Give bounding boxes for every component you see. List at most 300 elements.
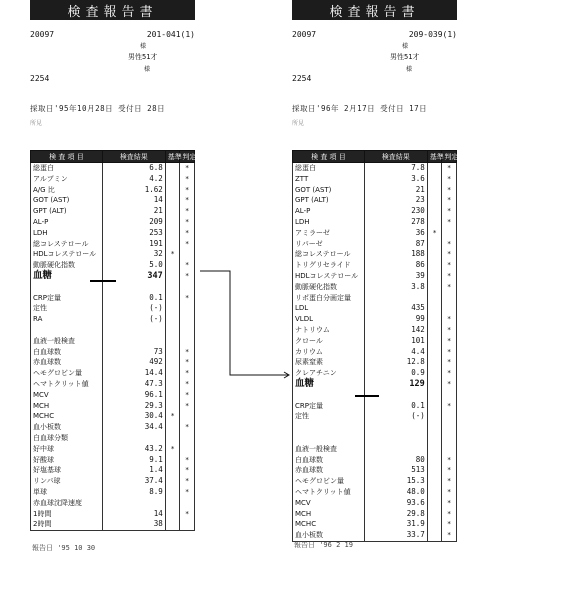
range-flag-cell: [165, 303, 180, 314]
table-row: [293, 249, 457, 260]
item-cell: 血小板数: [293, 530, 365, 541]
result-cell: 4.2: [102, 174, 165, 185]
range-flag-cell: [165, 314, 180, 325]
range-flag-cell: [165, 401, 180, 412]
facility-code: 2254: [292, 74, 312, 83]
table-row: [293, 379, 457, 390]
range-flag-cell: *: [165, 249, 180, 260]
result-cell: 513: [364, 465, 427, 476]
range-flag-cell: [165, 357, 180, 368]
header-result: 検査結果: [102, 151, 165, 163]
range-flag-cell: [165, 379, 180, 390]
judge-flag-cell: *: [180, 239, 195, 250]
range-flag-cell: [427, 487, 442, 498]
judge-flag-cell: *: [442, 271, 457, 282]
range-flag-cell: [165, 260, 180, 271]
judge-flag-cell: *: [180, 422, 195, 433]
range-flag-cell: [427, 433, 442, 444]
table-row: [31, 163, 195, 174]
item-cell: LDH: [31, 228, 103, 239]
table-row: [293, 314, 457, 325]
table-row: [31, 325, 195, 336]
judge-flag-cell: *: [442, 282, 457, 293]
judge-flag-cell: [442, 411, 457, 422]
glucose-underline-right: [355, 395, 379, 397]
table-row: [293, 336, 457, 347]
item-cell: 好酸球: [31, 455, 103, 466]
judge-flag-cell: *: [442, 347, 457, 358]
judge-flag-cell: *: [442, 357, 457, 368]
table-row: [31, 368, 195, 379]
result-cell: 129: [364, 379, 427, 390]
judge-flag-cell: [180, 433, 195, 444]
item-cell: アミラーゼ: [293, 228, 365, 239]
table-row: [293, 444, 457, 455]
table-row: [293, 422, 457, 433]
result-cell: 15.3: [364, 476, 427, 487]
judge-flag-cell: *: [180, 195, 195, 206]
range-flag-cell: [165, 433, 180, 444]
judge-flag-cell: *: [180, 455, 195, 466]
note-mark: 所見: [30, 120, 43, 127]
range-flag-cell: [427, 519, 442, 530]
judge-flag-cell: *: [180, 206, 195, 217]
judge-flag-cell: *: [180, 390, 195, 401]
results-table: [30, 150, 195, 531]
item-cell: ZTT: [293, 174, 365, 185]
item-cell: [31, 325, 103, 336]
collection-date: 採取日'95年10月28日 受付日 28日: [30, 104, 166, 113]
item-cell: 動脈硬化指数: [31, 260, 103, 271]
range-flag-cell: [427, 455, 442, 466]
item-cell: 血液一般検査: [31, 336, 103, 347]
judge-flag-cell: *: [180, 401, 195, 412]
result-cell: (-): [364, 411, 427, 422]
item-cell: 総コレステロール: [293, 249, 365, 260]
result-cell: [102, 498, 165, 509]
result-cell: 86: [364, 260, 427, 271]
item-cell: CRP定量: [31, 293, 103, 304]
result-cell: 33.7: [364, 530, 427, 541]
result-cell: 32: [102, 249, 165, 260]
header-judge: 判定: [180, 151, 195, 163]
table-row: [293, 174, 457, 185]
judge-flag-cell: [180, 519, 195, 530]
range-flag-cell: [165, 271, 180, 282]
judge-flag-cell: *: [180, 260, 195, 271]
judge-flag-cell: *: [442, 530, 457, 541]
result-cell: [102, 336, 165, 347]
table-row: [31, 282, 195, 293]
result-cell: 191: [102, 239, 165, 250]
result-cell: 96.1: [102, 390, 165, 401]
result-cell: [364, 293, 427, 304]
table-row: [293, 163, 457, 174]
range-flag-cell: [427, 336, 442, 347]
judge-flag-cell: [442, 303, 457, 314]
range-flag-cell: [427, 530, 442, 541]
judge-flag-cell: *: [442, 368, 457, 379]
result-cell: 9.1: [102, 455, 165, 466]
judge-flag-cell: *: [180, 379, 195, 390]
range-flag-cell: [427, 465, 442, 476]
judge-flag-cell: [180, 336, 195, 347]
table-row: [31, 487, 195, 498]
report-title: 検査報告書: [30, 0, 195, 20]
item-cell: HDLコレステロール: [293, 271, 365, 282]
item-cell: MCV: [293, 498, 365, 509]
result-cell: 29.8: [364, 509, 427, 520]
table-row: [31, 411, 195, 422]
table-row: [293, 206, 457, 217]
result-cell: 6.8: [102, 163, 165, 174]
table-row: [31, 444, 195, 455]
item-cell: ナトリウム: [293, 325, 365, 336]
range-flag-cell: [427, 260, 442, 271]
result-cell: 93.6: [364, 498, 427, 509]
results-table: [292, 150, 457, 542]
judge-flag-cell: *: [180, 163, 195, 174]
item-cell: LDL: [293, 303, 365, 314]
result-cell: 30.4: [102, 411, 165, 422]
result-cell: 14: [102, 509, 165, 520]
item-cell: 血糖: [31, 271, 103, 282]
range-flag-cell: [165, 195, 180, 206]
result-cell: 3.8: [364, 282, 427, 293]
report-date-left: 報告日 '95 10 30: [32, 544, 96, 552]
item-cell: 好中球: [31, 444, 103, 455]
range-flag-cell: [427, 206, 442, 217]
report-right: [292, 0, 457, 542]
judge-flag-cell: [180, 411, 195, 422]
range-flag-cell: *: [165, 444, 180, 455]
result-cell: 8.9: [102, 487, 165, 498]
judge-flag-cell: *: [442, 239, 457, 250]
result-cell: (-): [102, 303, 165, 314]
range-flag-cell: [165, 476, 180, 487]
item-cell: MCV: [31, 390, 103, 401]
judge-flag-cell: *: [180, 185, 195, 196]
judge-flag-cell: [442, 422, 457, 433]
table-row: [31, 239, 195, 250]
range-flag-cell: [165, 282, 180, 293]
table-row: [293, 260, 457, 271]
range-flag-cell: [427, 271, 442, 282]
range-flag-cell: [165, 455, 180, 466]
item-cell: ヘマトクリット値: [31, 379, 103, 390]
result-cell: [364, 422, 427, 433]
range-flag-cell: [427, 411, 442, 422]
table-row: [293, 185, 457, 196]
judge-flag-cell: *: [442, 195, 457, 206]
range-flag-cell: [165, 422, 180, 433]
judge-flag-cell: *: [180, 476, 195, 487]
patient-id: 20097: [292, 30, 317, 39]
range-flag-cell: [427, 390, 442, 401]
range-flag-cell: [427, 163, 442, 174]
range-flag-cell: [165, 185, 180, 196]
judge-flag-cell: *: [442, 217, 457, 228]
table-row: [293, 433, 457, 444]
result-cell: [102, 282, 165, 293]
table-header-row: [293, 151, 457, 163]
judge-flag-cell: *: [180, 487, 195, 498]
item-cell: 赤血球数: [293, 465, 365, 476]
range-flag-cell: [165, 498, 180, 509]
honorific: 様: [402, 43, 409, 50]
item-cell: [293, 422, 365, 433]
result-cell: 80: [364, 455, 427, 466]
judge-flag-cell: [442, 390, 457, 401]
judge-flag-cell: [442, 228, 457, 239]
range-flag-cell: *: [165, 411, 180, 422]
result-cell: 21: [364, 185, 427, 196]
header-judge: 判定: [442, 151, 457, 163]
result-cell: [364, 444, 427, 455]
judge-flag-cell: [180, 444, 195, 455]
table-row: [31, 357, 195, 368]
table-row: [293, 303, 457, 314]
table-row: [31, 390, 195, 401]
result-cell: 209: [102, 217, 165, 228]
item-cell: リンパ球: [31, 476, 103, 487]
item-cell: 動脈硬化指数: [293, 282, 365, 293]
item-cell: リポ蛋白分画定量: [293, 293, 365, 304]
table-row: [293, 368, 457, 379]
item-cell: 白血球数: [293, 455, 365, 466]
table-row: [31, 314, 195, 325]
item-cell: AL-P: [31, 217, 103, 228]
item-cell: 尿素窒素: [293, 357, 365, 368]
item-cell: RA: [31, 314, 103, 325]
result-cell: 101: [364, 336, 427, 347]
item-cell: MCHC: [31, 411, 103, 422]
result-cell: 21: [102, 206, 165, 217]
report-header: [292, 20, 457, 150]
result-cell: [102, 325, 165, 336]
patient-info: 男性51才: [390, 53, 420, 61]
result-cell: 5.0: [102, 260, 165, 271]
judge-flag-cell: *: [442, 260, 457, 271]
table-row: [293, 347, 457, 358]
result-cell: 34.4: [102, 422, 165, 433]
item-cell: 赤血球沈降速度: [31, 498, 103, 509]
judge-flag-cell: *: [180, 465, 195, 476]
table-row: [31, 217, 195, 228]
item-cell: 定性: [31, 303, 103, 314]
result-cell: 47.3: [102, 379, 165, 390]
judge-flag-cell: *: [442, 336, 457, 347]
report-number: 209-039(1): [408, 30, 457, 39]
item-cell: ヘマトクリット値: [293, 487, 365, 498]
range-flag-cell: [427, 401, 442, 412]
judge-flag-cell: *: [442, 509, 457, 520]
judge-flag-cell: *: [442, 379, 457, 390]
arrow-line: [200, 271, 288, 375]
judge-flag-cell: [442, 293, 457, 304]
item-cell: 血糖: [293, 379, 365, 390]
judge-flag-cell: [442, 433, 457, 444]
table-row: [293, 455, 457, 466]
item-cell: HDLコレステロール: [31, 249, 103, 260]
range-flag-cell: [427, 379, 442, 390]
honorific: 様: [140, 43, 147, 50]
item-cell: [293, 390, 365, 401]
header-result: 検査結果: [364, 151, 427, 163]
judge-flag-cell: *: [442, 476, 457, 487]
header-range: 基準: [427, 151, 442, 163]
result-cell: 1.4: [102, 465, 165, 476]
range-flag-cell: [427, 217, 442, 228]
judge-flag-cell: [180, 282, 195, 293]
table-row: [31, 347, 195, 358]
table-row: [293, 217, 457, 228]
range-flag-cell: [427, 444, 442, 455]
judge-flag-cell: *: [180, 228, 195, 239]
item-cell: GOT (AST): [31, 195, 103, 206]
range-flag-cell: [165, 519, 180, 530]
range-flag-cell: [427, 314, 442, 325]
range-flag-cell: [165, 228, 180, 239]
result-cell: 87: [364, 239, 427, 250]
table-row: [293, 325, 457, 336]
header-range: 基準: [165, 151, 180, 163]
range-flag-cell: [427, 249, 442, 260]
item-cell: 総蛋白: [293, 163, 365, 174]
judge-flag-cell: *: [442, 325, 457, 336]
range-flag-cell: [165, 293, 180, 304]
table-row: [31, 228, 195, 239]
item-cell: GPT (ALT): [293, 195, 365, 206]
result-cell: 37.4: [102, 476, 165, 487]
table-row: [31, 422, 195, 433]
item-cell: CRP定量: [293, 401, 365, 412]
result-cell: 435: [364, 303, 427, 314]
range-flag-cell: [427, 368, 442, 379]
item-cell: VLDL: [293, 314, 365, 325]
result-cell: 492: [102, 357, 165, 368]
judge-flag-cell: *: [442, 174, 457, 185]
table-row: [31, 303, 195, 314]
judge-flag-cell: *: [442, 455, 457, 466]
table-row: [31, 465, 195, 476]
item-cell: カリウム: [293, 347, 365, 358]
result-cell: 14.4: [102, 368, 165, 379]
judge-flag-cell: *: [442, 314, 457, 325]
judge-flag-cell: *: [180, 217, 195, 228]
judge-flag-cell: *: [180, 347, 195, 358]
item-cell: リパーゼ: [293, 239, 365, 250]
result-cell: 142: [364, 325, 427, 336]
item-cell: 血小板数: [31, 422, 103, 433]
result-cell: 43.2: [102, 444, 165, 455]
table-row: [293, 411, 457, 422]
table-row: [293, 357, 457, 368]
judge-flag-cell: *: [180, 293, 195, 304]
table-row: [293, 498, 457, 509]
range-flag-cell: [427, 239, 442, 250]
table-row: [31, 185, 195, 196]
range-flag-cell: [427, 185, 442, 196]
item-cell: MCH: [31, 401, 103, 412]
item-cell: 1時間: [31, 509, 103, 520]
result-cell: 12.8: [364, 357, 427, 368]
table-row: [293, 519, 457, 530]
judge-flag-cell: [180, 303, 195, 314]
table-row: [31, 455, 195, 466]
item-cell: 定性: [293, 411, 365, 422]
note-mark: 所見: [292, 120, 305, 127]
item-cell: AL-P: [293, 206, 365, 217]
result-cell: 0.9: [364, 368, 427, 379]
range-flag-cell: [165, 336, 180, 347]
result-cell: (-): [102, 314, 165, 325]
judge-flag-cell: *: [180, 509, 195, 520]
judge-flag-cell: [180, 314, 195, 325]
item-cell: ヘモグロビン量: [31, 368, 103, 379]
item-cell: 2時間: [31, 519, 103, 530]
glucose-underline-left: [90, 280, 116, 282]
range-flag-cell: [165, 390, 180, 401]
result-cell: 188: [364, 249, 427, 260]
result-cell: [102, 433, 165, 444]
result-cell: 278: [364, 217, 427, 228]
judge-flag-cell: *: [442, 185, 457, 196]
range-flag-cell: [427, 195, 442, 206]
item-cell: トリグリセライド: [293, 260, 365, 271]
range-flag-cell: [165, 206, 180, 217]
result-cell: 0.1: [102, 293, 165, 304]
honorific-2: 様: [406, 66, 413, 73]
range-flag-cell: [427, 357, 442, 368]
result-cell: 347: [102, 271, 165, 282]
item-cell: [293, 433, 365, 444]
result-cell: 99: [364, 314, 427, 325]
item-cell: 白血球分類: [31, 433, 103, 444]
table-row: [293, 509, 457, 520]
judge-flag-cell: *: [442, 206, 457, 217]
table-row: [31, 174, 195, 185]
header-item: 検 査 項 目: [31, 151, 103, 163]
item-cell: A/G 比: [31, 185, 103, 196]
table-row: [31, 249, 195, 260]
result-cell: [364, 433, 427, 444]
result-cell: 253: [102, 228, 165, 239]
result-cell: 4.4: [364, 347, 427, 358]
judge-flag-cell: *: [442, 498, 457, 509]
item-cell: 白血球数: [31, 347, 103, 358]
range-flag-cell: [427, 282, 442, 293]
item-cell: 好塩基球: [31, 465, 103, 476]
result-cell: 7.8: [364, 163, 427, 174]
result-cell: 0.1: [364, 401, 427, 412]
table-row: [31, 293, 195, 304]
range-flag-cell: [165, 368, 180, 379]
range-flag-cell: [427, 347, 442, 358]
result-cell: 3.6: [364, 174, 427, 185]
judge-flag-cell: [442, 444, 457, 455]
table-row: [293, 401, 457, 412]
table-row: [293, 271, 457, 282]
range-flag-cell: [165, 217, 180, 228]
result-cell: 73: [102, 347, 165, 358]
table-row: [293, 476, 457, 487]
range-flag-cell: [165, 465, 180, 476]
item-cell: アルブミン: [31, 174, 103, 185]
table-row: [31, 498, 195, 509]
table-row: [293, 228, 457, 239]
table-header-row: [31, 151, 195, 163]
